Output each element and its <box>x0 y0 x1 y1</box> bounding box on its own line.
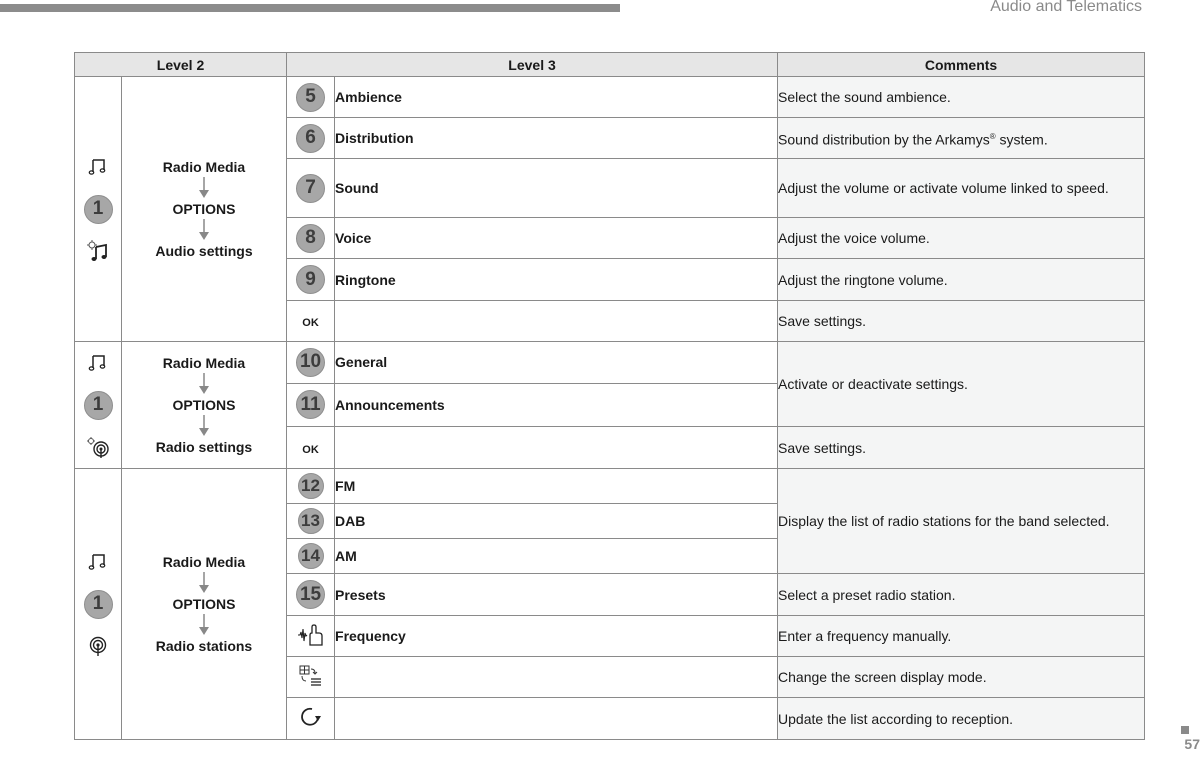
step-badge: 5 <box>296 83 325 112</box>
comment: Enter a frequency manually. <box>778 616 1145 657</box>
comment: Display the list of radio stations for the band selected. <box>778 469 1145 574</box>
level2-item-radio-media: Radio Media <box>162 159 246 175</box>
level3-label: Presets <box>335 574 778 616</box>
step-badge: 6 <box>296 124 325 153</box>
ok-label: OK <box>302 443 319 456</box>
level3-label: DAB <box>335 504 778 539</box>
column-header-level2: Level 2 <box>75 53 287 77</box>
level3-label <box>335 698 778 740</box>
level2-item-options: OPTIONS <box>172 596 236 612</box>
level3-label: Sound <box>335 159 778 218</box>
comment: Adjust the voice volume. <box>778 218 1145 259</box>
step-badge: 7 <box>296 174 325 203</box>
step-badge: 9 <box>296 265 325 294</box>
arrow-down-icon <box>197 373 211 395</box>
comment: Save settings. <box>778 427 1145 469</box>
arrow-down-icon <box>197 572 211 594</box>
comment: Activate or deactivate settings. <box>778 342 1145 427</box>
level3-label: FM <box>335 469 778 504</box>
group-icons <box>75 342 122 469</box>
level2-item-options: OPTIONS <box>172 397 236 413</box>
level3-label: Distribution <box>335 118 778 159</box>
header-bar <box>0 4 620 12</box>
level2-item-radio-media: Radio Media <box>162 554 246 570</box>
music-note-icon <box>88 146 108 188</box>
level3-label <box>335 301 778 342</box>
step-badge: 12 <box>298 473 324 499</box>
level3-label: AM <box>335 539 778 574</box>
refresh-icon <box>287 698 335 740</box>
radio-icon <box>87 625 109 667</box>
group-icons <box>75 469 122 740</box>
step-badge: 10 <box>296 348 325 377</box>
music-note-icon <box>88 342 108 384</box>
section-title: Audio and Telematics <box>990 0 1142 15</box>
step-badge: 13 <box>298 508 324 534</box>
step-badge: 11 <box>296 390 325 419</box>
table-row <box>75 469 1145 504</box>
level2-item-radio-media: Radio Media <box>162 355 246 371</box>
frequency-touch-icon <box>287 616 335 657</box>
table-header-row <box>75 53 1145 77</box>
level2-radio-stations <box>122 469 287 740</box>
comment: Select the sound ambience. <box>778 77 1145 118</box>
group-icons <box>75 77 122 342</box>
number-1-badge: 1 <box>84 391 113 420</box>
level2-item-audio-settings: Audio settings <box>155 243 253 259</box>
comment: Sound distribution by the Arkamys® system. <box>778 118 1145 159</box>
comment: Change the screen display mode. <box>778 657 1145 698</box>
comment: Select a preset radio station. <box>778 574 1145 616</box>
radio-settings-icon <box>86 426 110 468</box>
level3-label: Ambience <box>335 77 778 118</box>
level3-label: Frequency <box>335 616 778 657</box>
options-table <box>74 52 1145 740</box>
number-1-badge: 1 <box>84 195 113 224</box>
level2-item-radio-settings: Radio settings <box>155 439 253 455</box>
step-badge: 15 <box>296 580 325 609</box>
level3-label: Voice <box>335 218 778 259</box>
arrow-down-icon <box>197 177 211 199</box>
arrow-down-icon <box>197 614 211 636</box>
music-settings-icon <box>86 230 110 272</box>
table-row <box>75 342 1145 384</box>
column-header-comments: Comments <box>778 53 1145 77</box>
level3-label: Announcements <box>335 383 778 426</box>
level2-audio-settings <box>122 77 287 342</box>
step-badge: 8 <box>296 224 325 253</box>
column-header-level3: Level 3 <box>287 53 778 77</box>
level3-label <box>335 657 778 698</box>
arrow-down-icon <box>197 219 211 241</box>
level2-item-radio-stations: Radio stations <box>155 638 253 654</box>
music-note-icon <box>88 541 108 583</box>
page-marker <box>1181 726 1189 734</box>
comment: Update the list according to reception. <box>778 698 1145 740</box>
comment: Adjust the volume or activate volume linked to speed. <box>778 159 1145 218</box>
number-1-badge: 1 <box>84 590 113 619</box>
comment: Save settings. <box>778 301 1145 342</box>
step-badge: 14 <box>298 543 324 569</box>
arrow-down-icon <box>197 415 211 437</box>
level3-label <box>335 427 778 469</box>
level3-label: General <box>335 342 778 384</box>
level2-item-options: OPTIONS <box>172 201 236 217</box>
level2-radio-settings <box>122 342 287 469</box>
table-row <box>75 77 1145 118</box>
level3-label: Ringtone <box>335 259 778 301</box>
ok-label: OK <box>302 317 319 329</box>
page-number: 57 <box>1184 736 1200 752</box>
display-mode-icon <box>287 657 335 698</box>
comment: Adjust the ringtone volume. <box>778 259 1145 301</box>
